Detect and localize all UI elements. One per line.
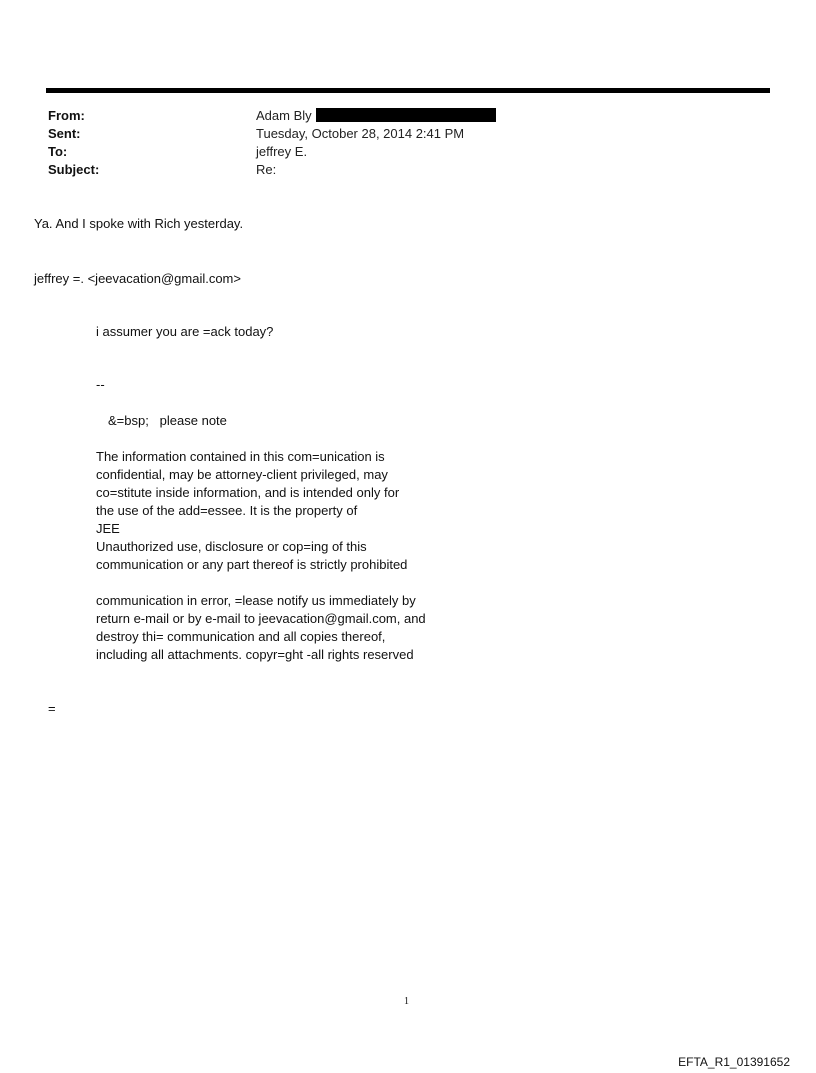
subject-label: Subject: xyxy=(48,162,100,177)
page-number: 1 xyxy=(404,996,409,1007)
from-value-row xyxy=(256,107,496,125)
subject-value: Re: xyxy=(256,162,277,177)
disclaimer-line: Unauthorized use, disclosure or cop=ing of this xyxy=(96,539,367,554)
trailing-equals: = xyxy=(48,701,56,716)
sent-label: Sent: xyxy=(48,126,81,141)
reply-text: Ya. And I spoke with Rich yesterday. xyxy=(34,216,244,231)
please-note: &=bsp; please note xyxy=(108,413,227,428)
disclaimer-line: communication in error, =lease notify us immediately by xyxy=(96,593,416,608)
from-label: From: xyxy=(48,108,85,123)
sent-value: Tuesday, October 28, 2014 2:41 PM xyxy=(256,126,465,141)
disclaimer-line: return e-mail or by e-mail to jeevacation@gmail.com, and xyxy=(96,611,426,626)
disclaimer-line: confidential, may be attorney-client privileged, may xyxy=(96,467,388,482)
disclaimer-line: communication or any part thereof is strictly prohibited xyxy=(96,557,408,572)
to-label: To: xyxy=(48,144,68,159)
signature-dashes: -- xyxy=(96,377,105,392)
to-value: jeffrey E. xyxy=(256,144,308,159)
quoted-sender: jeffrey =. <jeevacation@gmail.com> xyxy=(34,271,241,286)
disclaimer-line: destroy thi= communication and all copies thereof, xyxy=(96,629,386,644)
disclaimer-line: co=stitute inside information, and is intended only for xyxy=(96,485,400,500)
disclaimer-line: JEE xyxy=(96,521,120,536)
disclaimer-line: the use of the add=essee. It is the property of xyxy=(96,503,358,518)
header-rule xyxy=(46,88,770,93)
from-value: Adam Bly xyxy=(256,108,312,123)
redaction-box xyxy=(316,108,496,122)
quoted-question: i assumer you are =ack today? xyxy=(96,324,274,339)
disclaimer-line: including all attachments. copyr=ght -all rights reserved xyxy=(96,647,414,662)
disclaimer-line: The information contained in this com=unication is xyxy=(96,449,385,464)
document-id: EFTA_R1_01391652 xyxy=(678,1055,790,1069)
